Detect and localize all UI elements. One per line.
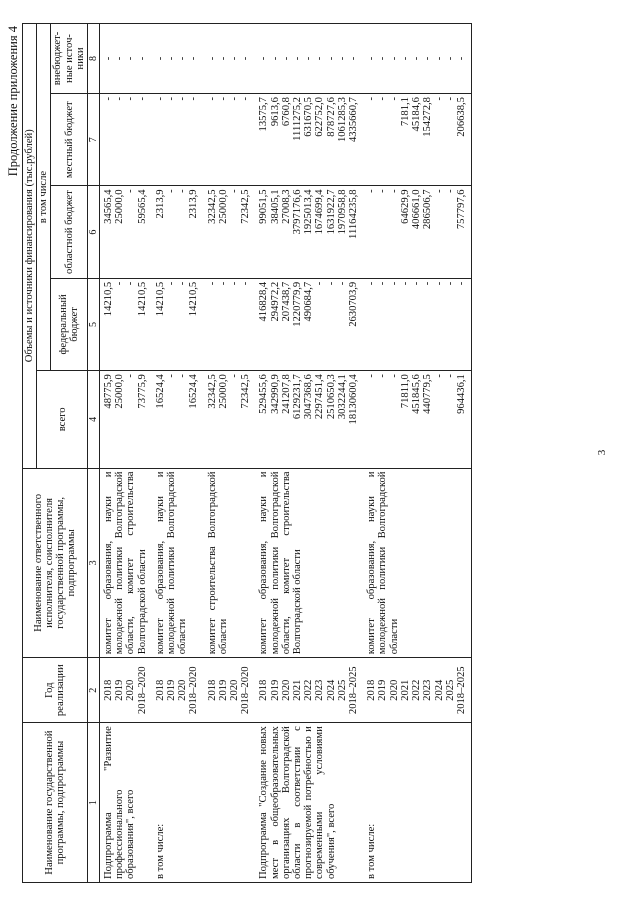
total-cell (363, 371, 471, 468)
local-cell-value: 6760,8 (280, 97, 292, 127)
federal-cell (152, 278, 204, 370)
table-row (152, 24, 204, 883)
extra-cell-value: - (136, 56, 148, 61)
extra-cell-value: - (125, 56, 137, 61)
total-cell-value: 529455,6 (258, 374, 270, 414)
regional-cell-value: 25000,0 (217, 189, 229, 224)
extra-cell (100, 24, 152, 94)
local-cell-value: - (366, 97, 378, 101)
federal-cell-value: 490684,7 (303, 281, 315, 322)
federal-cell-value: 416828,4 (258, 281, 270, 322)
column-number: 8 (88, 24, 100, 94)
header-extra: внебюджет-ные источ-ники (51, 24, 88, 94)
local-cell-value: - (217, 97, 229, 101)
extra-cell-value: - (206, 56, 218, 61)
total-cell-value: - (388, 374, 400, 378)
federal-cell-value: 1220779,9 (292, 281, 304, 327)
federal-cell-value: - (388, 281, 400, 286)
local-cell-value: 4335660,7 (348, 97, 360, 143)
local-cell-value: - (388, 97, 400, 101)
local-cell-value: - (114, 97, 126, 101)
header-incl: в том числе (37, 24, 51, 371)
regional-cell-value: 1970958,8 (336, 189, 348, 235)
local-cell-value: 9613,6 (269, 97, 281, 127)
federal-cell-value: - (455, 281, 467, 286)
federal-cell-value: - (166, 281, 178, 286)
column-number: 5 (88, 278, 100, 370)
total-cell (255, 371, 363, 468)
federal-cell-value: 14210,5 (154, 281, 166, 317)
local-cell-value: - (377, 97, 389, 101)
total-cell-value: 18130600,4 (348, 374, 360, 425)
program-name-cell (204, 723, 256, 883)
local-cell-value: - (177, 97, 189, 101)
total-cell-value: 16524,4 (188, 374, 200, 409)
regional-cell-value: - (166, 189, 178, 193)
header-funding: Объемы и источники финансирования (тыс.рублей) (23, 24, 37, 469)
regional-cell-value: 72342,5 (240, 189, 252, 224)
year-cell-value: 2018 (366, 679, 378, 701)
extra-cell-value: - (455, 56, 467, 61)
regional-cell-value: 59565,4 (136, 189, 148, 224)
regional-cell-value: 32342,5 (206, 189, 218, 224)
total-cell-value: 3032244,1 (336, 374, 348, 420)
local-cell-value: 1061285,3 (336, 97, 348, 143)
regional-cell-value: 1674699,4 (314, 189, 326, 235)
total-cell-value: 2510650,3 (325, 374, 337, 420)
regional-cell-value: - (377, 189, 389, 193)
total-cell-value: 25000,0 (217, 374, 229, 409)
program-name-cell: Подпрограмма "Развитие профессионального образования", всего (100, 723, 152, 883)
continuation-note: Продолжение приложения 4 (6, 26, 20, 177)
page-number: 3 (596, 449, 608, 456)
regional-cell-value: - (444, 189, 456, 193)
regional-cell-value: 1631922,7 (325, 189, 337, 235)
regional-cell-value: 757797,6 (455, 189, 467, 230)
regional-cell-value: 2313,9 (154, 189, 166, 219)
regional-cell (152, 186, 204, 278)
federal-cell-value: - (206, 281, 218, 286)
extra-cell-value: - (348, 56, 360, 61)
federal-cell-value: - (314, 281, 326, 286)
extra-cell-value: - (154, 56, 166, 61)
total-cell-value: 241207,8 (280, 374, 292, 414)
year-cell (204, 658, 256, 723)
extra-cell-value: - (366, 56, 378, 61)
total-cell-value: 73775,9 (136, 374, 148, 409)
federal-cell-value: - (240, 281, 252, 286)
program-name-cell: Подпрограмма "Создание новых мест в общеобразовательных организациях Волгоградской области в соответствии с прогнозируемой потребностью и современными условиями обучения", всего (255, 723, 363, 883)
local-cell-value: - (240, 97, 252, 101)
year-cell-value: 2019 (166, 679, 178, 701)
federal-cell (363, 278, 471, 370)
regional-cell-value: 11164235,8 (348, 189, 360, 239)
federal-cell-value: - (411, 281, 423, 286)
extra-cell (152, 24, 204, 94)
regional-cell-value: 406661,0 (411, 189, 423, 230)
total-cell (204, 371, 256, 468)
regional-cell-value: 34565,4 (103, 189, 115, 224)
year-cell-value: 2020 (125, 679, 137, 701)
local-cell-value: - (125, 97, 137, 101)
column-number: 7 (88, 94, 100, 186)
regional-cell-value: 99051,5 (258, 189, 270, 224)
header-executor: Наименование ответственного исполнителя, соисполнителя государственной программы, подпрограммы (23, 468, 88, 658)
year-cell-value: 2024 (433, 679, 445, 701)
column-number: 3 (88, 468, 100, 658)
year-cell (152, 658, 204, 723)
total-cell-value: 964436,1 (455, 374, 467, 414)
year-cell (363, 658, 471, 723)
federal-cell-value: - (366, 281, 378, 286)
regional-cell-value: 2313,9 (188, 189, 200, 219)
federal-cell (100, 278, 152, 370)
extra-cell-value: - (229, 56, 241, 61)
local-cell-value: 13575,7 (258, 97, 270, 132)
total-cell-value: 451845,6 (411, 374, 423, 414)
federal-cell-value: 294972,2 (269, 281, 281, 322)
extra-cell-value: - (336, 56, 348, 61)
extra-cell (363, 24, 471, 94)
extra-cell-value: - (314, 56, 326, 61)
year-cell-value: 2021 (399, 679, 411, 701)
program-name-cell: в том числе: (363, 723, 471, 883)
federal-cell-value: - (433, 281, 445, 286)
year-cell (100, 658, 152, 723)
federal-cell-value: - (125, 281, 137, 286)
local-cell-value: 206638,5 (455, 97, 467, 137)
local-cell (363, 94, 471, 186)
year-cell-value: 2019 (269, 679, 281, 701)
year-cell-value: 2020 (388, 679, 400, 701)
year-cell-value: 2019 (114, 679, 126, 701)
extra-cell-value: - (325, 56, 337, 61)
total-cell-value: 3047368,6 (303, 374, 315, 420)
column-number: 1 (88, 723, 100, 883)
federal-cell-value: - (114, 281, 126, 286)
extra-cell-value: - (240, 56, 252, 61)
regional-cell (363, 186, 471, 278)
total-cell-value: 72342,5 (240, 374, 252, 409)
year-cell-value: 2025 (444, 679, 456, 701)
header-federal: федеральный бюджет (51, 278, 88, 370)
header-year: Год реализации (23, 658, 88, 723)
federal-cell (255, 278, 363, 370)
year-cell-value: 2018 (258, 679, 270, 701)
local-cell-value: 45184,6 (411, 97, 423, 132)
total-cell-value: - (177, 374, 189, 378)
extra-cell-value: - (388, 56, 400, 61)
local-cell-value: 631670,5 (303, 97, 315, 137)
executor-cell: комитет строительства Волгоградской области (204, 468, 256, 658)
header-regional: областной бюджет (51, 186, 88, 278)
regional-cell (204, 186, 256, 278)
local-cell-value: 622752,0 (314, 97, 326, 137)
header-program: Наименование государственной программы, подпрограммы (23, 723, 88, 883)
year-cell-value: 2022 (303, 679, 315, 701)
federal-cell (204, 278, 256, 370)
local-cell-value: 1111275,2 (292, 97, 304, 141)
year-cell-value: 2018–2020 (240, 666, 252, 715)
extra-cell-value: - (422, 56, 434, 61)
federal-cell-value: - (377, 281, 389, 286)
regional-cell-value: 286506,7 (422, 189, 434, 230)
extra-cell-value: - (399, 56, 411, 61)
table-body (100, 24, 472, 883)
total-cell-value: 32342,5 (206, 374, 218, 409)
year-cell-value: 2023 (314, 679, 326, 701)
local-cell (204, 94, 256, 186)
year-cell-value: 2020 (177, 679, 189, 701)
regional-cell-value: 25000,0 (114, 189, 126, 224)
year-cell-value: 2018 (103, 679, 115, 701)
extra-cell-value: - (103, 56, 115, 61)
year-cell-value: 2020 (280, 679, 292, 701)
extra-cell-value: - (292, 56, 304, 61)
header-total: всего (37, 371, 88, 468)
total-cell-value: 25000,0 (114, 374, 126, 409)
funding-table (22, 23, 472, 883)
local-cell (100, 94, 152, 186)
header-local: местный бюджет (51, 94, 88, 186)
total-cell-value: 6129231,7 (292, 374, 304, 420)
extra-cell-value: - (377, 56, 389, 61)
regional-cell-value: - (433, 189, 445, 193)
regional-cell-value: 3797176,6 (292, 189, 304, 235)
local-cell (255, 94, 363, 186)
local-cell-value: - (136, 97, 148, 101)
year-cell-value: 2025 (336, 679, 348, 701)
table-row (204, 24, 256, 883)
total-cell-value: - (166, 374, 178, 378)
year-cell-value: 2020 (229, 679, 241, 701)
local-cell-value: 878727,6 (325, 97, 337, 137)
total-cell-value: - (377, 374, 389, 378)
extra-cell (204, 24, 256, 94)
extra-cell-value: - (258, 56, 270, 61)
regional-cell-value: - (125, 189, 137, 193)
local-cell-value: - (444, 97, 456, 101)
total-cell (100, 371, 152, 468)
year-cell-value: 2024 (325, 679, 337, 701)
year-cell-value: 2023 (422, 679, 434, 701)
federal-cell-value: 14210,5 (103, 281, 115, 317)
federal-cell-value: 14210,5 (136, 281, 148, 317)
extra-cell (255, 24, 363, 94)
total-cell-value: 440779,5 (422, 374, 434, 414)
local-cell-value: 7181,1 (399, 97, 411, 127)
local-cell-value: - (229, 97, 241, 101)
total-cell-value: - (444, 374, 456, 378)
extra-cell-value: - (217, 56, 229, 61)
table-row (255, 24, 363, 883)
local-cell (152, 94, 204, 186)
federal-cell-value: 207438,7 (280, 281, 292, 322)
year-cell-value: 2018 (206, 679, 218, 701)
federal-cell-value: - (444, 281, 456, 286)
year-cell-value: 2018–2020 (136, 666, 148, 715)
extra-cell-value: - (411, 56, 423, 61)
year-cell-value: 2018–2020 (188, 666, 200, 715)
regional-cell (100, 186, 152, 278)
federal-cell-value: 14210,5 (188, 281, 200, 317)
regional-cell-value: - (388, 189, 400, 193)
year-cell-value: 2022 (411, 679, 423, 701)
total-cell-value: - (433, 374, 445, 378)
federal-cell-value: - (217, 281, 229, 286)
total-cell-value: - (125, 374, 137, 378)
column-number: 2 (88, 658, 100, 723)
regional-cell-value: 38405,1 (269, 189, 281, 224)
regional-cell (255, 186, 363, 278)
federal-cell-value: - (399, 281, 411, 286)
year-cell-value: 2018–2025 (455, 666, 467, 715)
regional-cell-value: 1925013,4 (303, 189, 315, 235)
regional-cell-value: - (177, 189, 189, 193)
federal-cell-value: - (336, 281, 348, 286)
executor-cell: комитет образования, науки и молодежной политики Волгоградской области, комитет строительства Волгоградской области (100, 468, 152, 658)
table-row (100, 24, 152, 883)
executor-cell: комитет образования, науки и молодежной политики Волгоградской области, комитет строительства Волгоградской области (255, 468, 363, 658)
total-cell-value: 342990,9 (269, 374, 281, 414)
year-cell-value: 2021 (292, 679, 304, 701)
total-cell-value: 2297451,4 (314, 374, 326, 420)
extra-cell-value: - (177, 56, 189, 61)
regional-cell-value: - (229, 189, 241, 193)
extra-cell-value: - (444, 56, 456, 61)
federal-cell-value: - (229, 281, 241, 286)
year-cell-value: 2018–2025 (348, 666, 360, 715)
local-cell-value: - (433, 97, 445, 101)
total-cell-value: 16524,4 (154, 374, 166, 409)
total-cell-value: 71811,0 (399, 374, 411, 409)
program-name-cell: в том числе: (152, 723, 204, 883)
year-cell-value: 2018 (154, 679, 166, 701)
total-cell (152, 371, 204, 468)
local-cell-value: - (206, 97, 218, 101)
column-number: 4 (88, 371, 100, 468)
table-row (363, 24, 471, 883)
federal-cell-value: - (325, 281, 337, 286)
regional-cell-value: 27008,3 (280, 189, 292, 224)
column-numbers-row (88, 24, 100, 883)
total-cell-value: - (229, 374, 241, 378)
total-cell-value: - (366, 374, 378, 378)
federal-cell-value: - (177, 281, 189, 286)
executor-cell: комитет образования, науки и молодежной политики Волгоградской области (363, 468, 471, 658)
year-cell-value: 2019 (217, 679, 229, 701)
local-cell-value: - (166, 97, 178, 101)
extra-cell-value: - (188, 56, 200, 61)
extra-cell-value: - (114, 56, 126, 61)
column-number: 6 (88, 186, 100, 278)
federal-cell-value: - (422, 281, 434, 286)
year-cell-value: 2019 (377, 679, 389, 701)
extra-cell-value: - (280, 56, 292, 61)
extra-cell-value: - (303, 56, 315, 61)
year-cell (255, 658, 363, 723)
executor-cell: комитет образования, науки и молодежной политики Волгоградской области (152, 468, 204, 658)
total-cell-value: 48775,9 (103, 374, 115, 409)
federal-cell-value: 2630703,9 (348, 281, 360, 327)
local-cell-value: - (154, 97, 166, 101)
regional-cell-value: 64629,9 (399, 189, 411, 224)
local-cell-value: - (188, 97, 200, 101)
extra-cell-value: - (433, 56, 445, 61)
local-cell-value: 154272,8 (422, 97, 434, 137)
extra-cell-value: - (269, 56, 281, 61)
local-cell-value: - (103, 97, 115, 101)
regional-cell-value: - (366, 189, 378, 193)
extra-cell-value: - (166, 56, 178, 61)
